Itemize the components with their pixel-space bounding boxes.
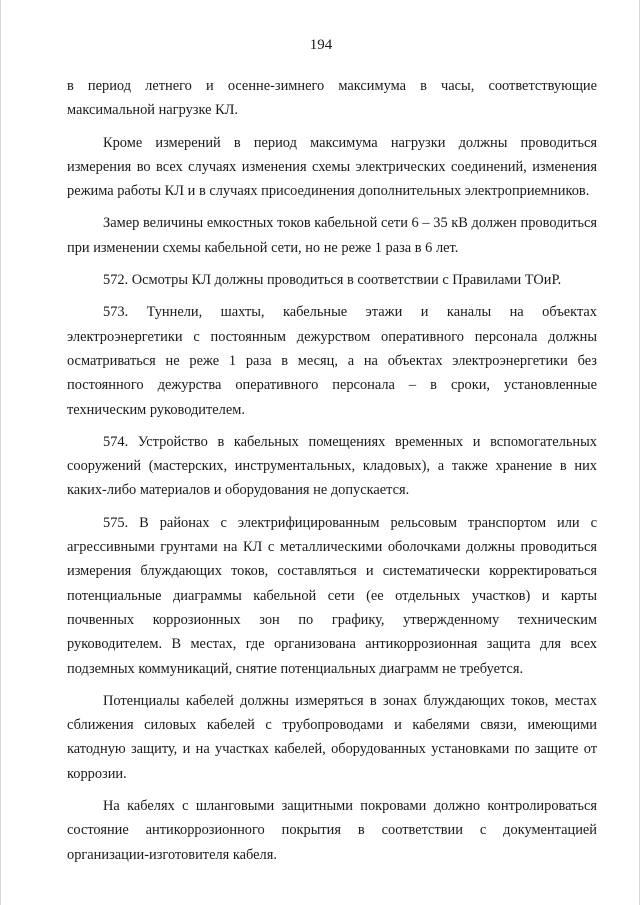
paragraph-574: 574. Устройство в кабельных помещениях временных и вспомогательных сооружений (мастерских, инструментальных, кладовых), а также хранение в них каких-либо материалов и оборудования не допускается. (67, 433, 597, 499)
paragraph-cable-potentials: Потенциалы кабелей должны измеряться в зонах блуждающих токов, местах сближения силовых кабелей с трубопроводами и кабелями связи, имеющими катодную защиту, и на участках кабелей, оборудованных установками по защите от коррозии. (67, 692, 597, 782)
document-body (67, 74, 597, 875)
page-number: 194 (309, 37, 333, 53)
paragraph-continuation: в период летнего и осенне-зимнего максимума в часы, соответствующие максимальной нагрузке КЛ. (67, 78, 597, 119)
paragraph-573: 573. Туннели, шахты, кабельные этажи и каналы на объектах электроэнергетики с постоянным дежурством оперативного персонала должны осматриваться не реже 1 раза в месяц, а на объектах электроэнергетики без постоянного дежурства оперативного персонала – в сроки, установленные техническим руководителем. (67, 304, 597, 418)
paragraph-572: 572. Осмотры КЛ должны проводиться в соответствии с Правилами ТОиР. (103, 272, 562, 289)
paragraph-575: 575. В районах с электрифицированным рельсовым транспортом или с агрессивными грунтами на КЛ с металлическими оболочками должны проводиться измерения блуждающих токов, составляться и систематически корректироваться потенциальные диаграммы кабельной сети (ее отдельных участков) и карты почвенных коррозионных зон по графику, утвержденному техническим руководителем. В местах, где организована антикоррозионная защита для всех подземных коммуникаций, снятие потенциальных диаграмм не требуется. (67, 514, 597, 677)
paragraph-capacitive-currents: Замер величины емкостных токов кабельной сети 6 – 35 кВ должен проводиться при изменении схемы кабельной сети, но не реже 1 раза в 6 лет. (67, 215, 597, 256)
paragraph-hose-coverings: На кабелях с шланговыми защитными покровами должно контролироваться состояние антикоррозионного покрытия в соответствии с документацией организации-изготовителя кабеля. (67, 798, 597, 863)
paragraph-measurements: Кроме измерений в период максимума нагрузки должны проводиться измерения во всех случаях изменения схемы электрических соединений, изменения режима работы КЛ и в случаях присоединения дополнительных электроприемников. (67, 134, 597, 200)
